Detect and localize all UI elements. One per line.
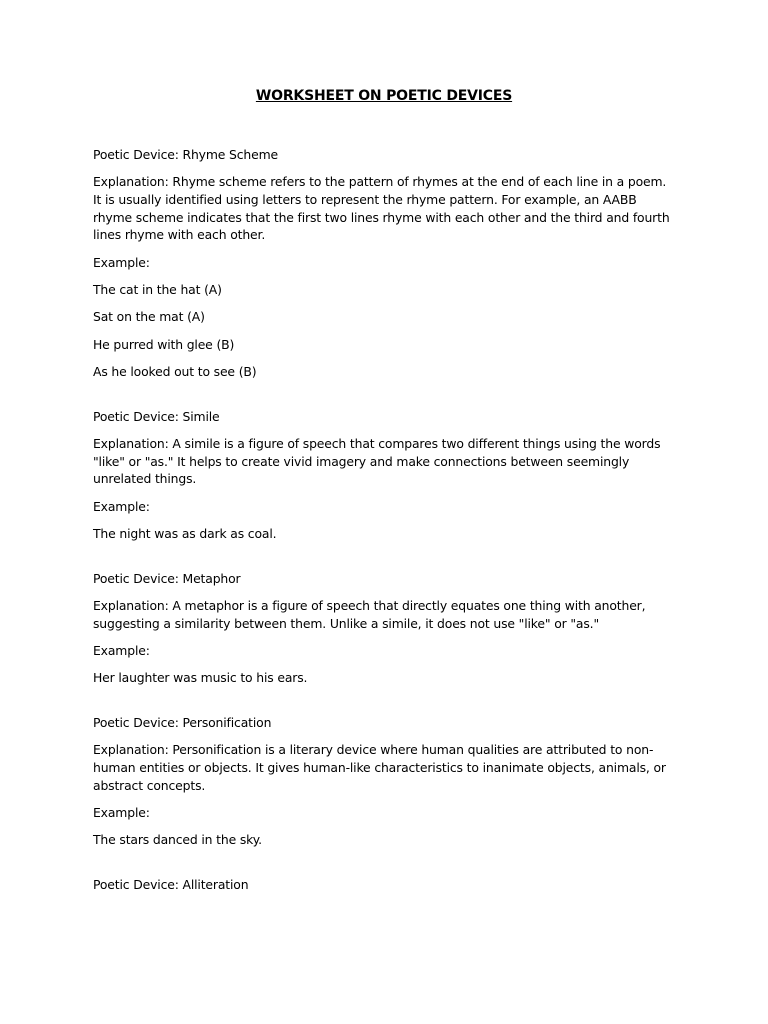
example-label: Example: bbox=[93, 643, 150, 659]
section-spacer bbox=[93, 697, 673, 715]
device-heading: Poetic Device: Personification bbox=[93, 715, 272, 731]
device-explanation: Explanation: A simile is a figure of speech that compares two different things using the words "like" or "as." It helps to create vivid imagery and make connections between seemingly unrelated things. bbox=[93, 435, 661, 487]
example-label: Example: bbox=[93, 254, 150, 270]
example-line: Sat on the mat (A) bbox=[93, 309, 205, 325]
example-label: Example: bbox=[93, 498, 150, 514]
page-title: WORKSHEET ON POETIC DEVICES bbox=[255, 88, 513, 104]
section-spacer bbox=[93, 390, 673, 408]
example-label: Example: bbox=[93, 805, 150, 821]
device-heading: Poetic Device: Rhyme Scheme bbox=[93, 147, 278, 162]
device-explanation: Explanation: A metaphor is a figure of speech that directly equates one thing with another, suggesting a similarity between them. Unlike a simile, it does not use "like" or "as." bbox=[93, 598, 646, 631]
example-line: Her laughter was music to his ears. bbox=[93, 670, 308, 686]
example-line: He purred with glee (B) bbox=[93, 336, 235, 352]
section-spacer bbox=[93, 859, 673, 877]
device-heading: Poetic Device: Simile bbox=[93, 408, 220, 424]
example-line: As he looked out to see (B) bbox=[93, 363, 257, 379]
example-line: The cat in the hat (A) bbox=[93, 282, 222, 297]
device-explanation: Explanation: Personification is a literary device where human qualities are attributed to non-human entities or objects. It gives human-like characteristics to inanimate objects, animals, or abstract concepts. bbox=[93, 742, 666, 793]
section-spacer bbox=[93, 552, 673, 570]
worksheet-content bbox=[93, 146, 673, 904]
device-explanation: Explanation: Rhyme scheme refers to the pattern of rhymes at the end of each line in a poem. It is usually identified using letters to represent the rhyme pattern. For example, an AABB rhyme scheme indicates that the first two lines rhyme with each other and the third and fourth lines rhyme with each other. bbox=[93, 174, 670, 243]
example-line: The stars danced in the sky. bbox=[93, 832, 262, 848]
example-line: The night was as dark as coal. bbox=[93, 525, 277, 541]
device-heading: Poetic Device: Metaphor bbox=[93, 570, 241, 586]
device-heading: Poetic Device: Alliteration bbox=[93, 877, 249, 893]
